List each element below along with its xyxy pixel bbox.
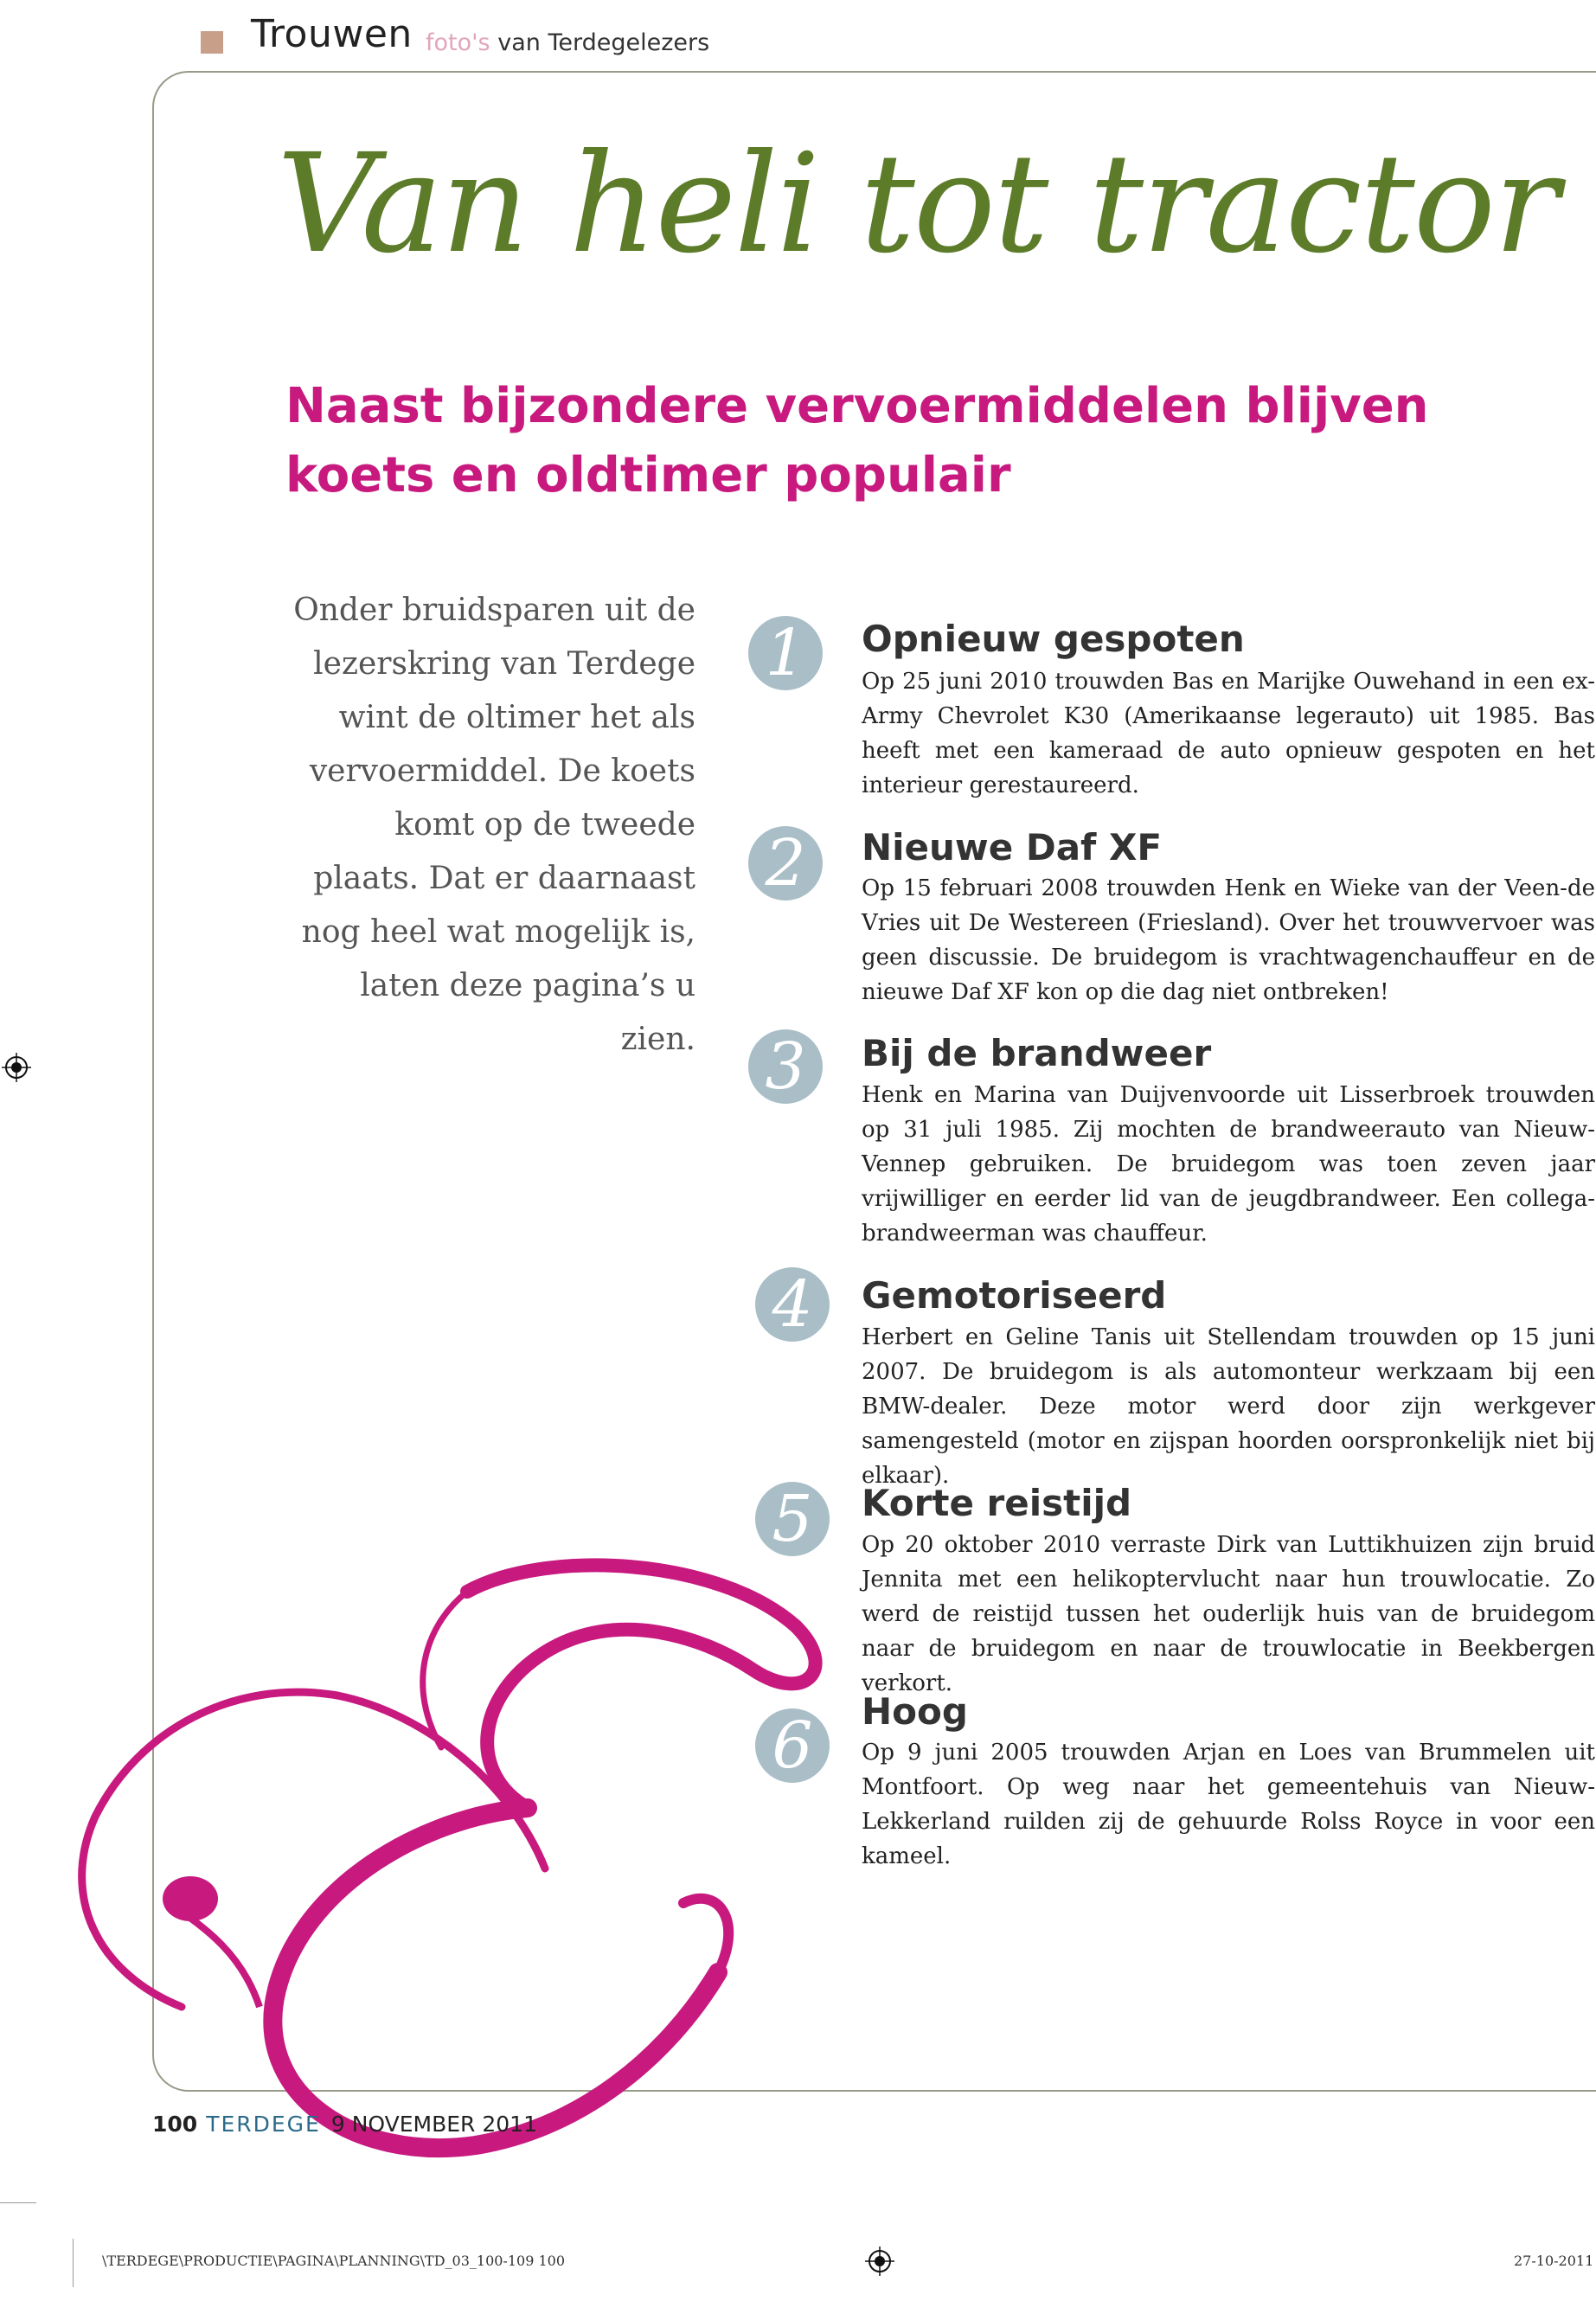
item-body-6: Op 9 juni 2005 trouwden Arjan en Loes van Brummelen uit Montfoort. Op weg naar het gemeentehuis van Nieuw-Lekkerland ruilden zij de gehuurde Rolss Royce in voor een kameel. — [862, 1740, 1595, 1869]
item-title-6: Hoog — [862, 1690, 968, 1733]
item-body-5: Op 20 oktober 2010 verraste Dirk van Luttikhuizen zijn bruid Jennita met een helikoptervlucht naar hun trouwlocatie. Zo werd de reistijd tussen het ouderlijk huis van de bruidegom naar de bruidegom en naar de trouwlocatie in Beekbergen verkort. — [862, 1532, 1595, 1696]
number-digit-3: 3 — [765, 1029, 806, 1104]
page-number: 100 — [152, 2112, 198, 2137]
number-badge-3 — [748, 1029, 823, 1104]
number-badge-5 — [755, 1482, 830, 1556]
item-title-3: Bij de brandweer — [862, 1032, 1212, 1074]
item-body-3: Henk en Marina van Duijvenvoorde uit Lisserbroek trouwden op 31 juli 1985. Zij mochten de brandweerauto van Nieuw-Vennep gebruiken. De bruidegom was toen zeven jaar vrijwilliger en eerder lid van de jeugdbrandweer. Een collega-brandweerman was chauffeur. — [862, 1082, 1595, 1247]
number-digit-2: 2 — [765, 826, 806, 901]
crop-mark-vertical — [73, 2239, 74, 2287]
print-slug-date: 27-10-2011 — [1514, 2253, 1594, 2269]
magazine-name: TERDEGE — [206, 2112, 321, 2137]
item-title-2: Nieuwe Daf XF — [862, 826, 1163, 868]
number-digit-1: 1 — [765, 616, 806, 690]
item-body-4: Herbert en Geline Tanis uit Stellendam trouwden op 15 juni 2007. De bruidegom is als automonteur werkzaam bij een BMW-dealer. Deze motor werd door zijn werkgever samengesteld (motor en zijspan hoorden oorspronkelijk niet bij elkaar). — [862, 1324, 1595, 1489]
number-digit-4: 4 — [772, 1267, 813, 1342]
item-body-2: Op 15 februari 2008 trouwden Henk en Wieke van der Veen-de Vries uit De Westereen (Friesland). Over het trouwvervoer was geen discussie. De bruidegom is vrachtwagenchauffeur en de nieuwe Daf XF kon op die dag niet ontbreken! — [862, 875, 1595, 1005]
issue-date: 9 NOVEMBER 2011 — [330, 2112, 537, 2137]
item-title-4: Gemotoriseerd — [862, 1274, 1167, 1317]
section-subtitle-rest: van Terdegelezers — [497, 29, 710, 56]
item-body-1: Op 25 juni 2010 trouwden Bas en Marijke Ouwehand in een ex-Army Chevrolet K30 (Amerikaanse legerauto) uit 1985. Bas heeft met een kameraad de auto opnieuw gespoten en het interieur gerestaureerd. — [862, 669, 1595, 798]
page-title: Van heli tot tractor — [277, 125, 1558, 284]
number-digit-6: 6 — [772, 1708, 813, 1783]
registration-mark-icon — [2, 1053, 31, 1082]
section-marker — [201, 31, 223, 54]
registration-mark-icon — [865, 2247, 894, 2276]
intro-paragraph: Onder bruidsparen uit de lezerskring van Terdege wint de oltimer het als vervoermiddel. De koets komt op de tweede plaats. Dat er daarnaast nog heel wat mogelijk is, laten deze pagina’s u zien. — [293, 593, 695, 1057]
number-badge-1 — [748, 616, 823, 690]
print-slug-path: \TERDEGE\PRODUCTIE\PAGINA\PLANNING\TD_03_100-109 100 — [102, 2253, 565, 2269]
crop-mark-horizontal — [0, 2202, 36, 2203]
number-badge-4 — [755, 1267, 830, 1342]
section-subtitle — [426, 29, 709, 56]
number-digit-5: 5 — [772, 1482, 813, 1556]
decorative-initial-e-icon — [61, 1557, 839, 2180]
number-badge-2 — [748, 826, 823, 901]
section-subtitle-highlight: foto's — [426, 29, 490, 56]
item-title-5: Korte reistijd — [862, 1482, 1132, 1524]
item-title-1: Opnieuw gespoten — [862, 618, 1245, 660]
section-title: Trouwen — [251, 12, 413, 56]
subheadline: Naast bijzondere vervoermiddelen blijven koets en oldtimer populair — [285, 378, 1429, 503]
page-footer — [152, 2112, 537, 2137]
